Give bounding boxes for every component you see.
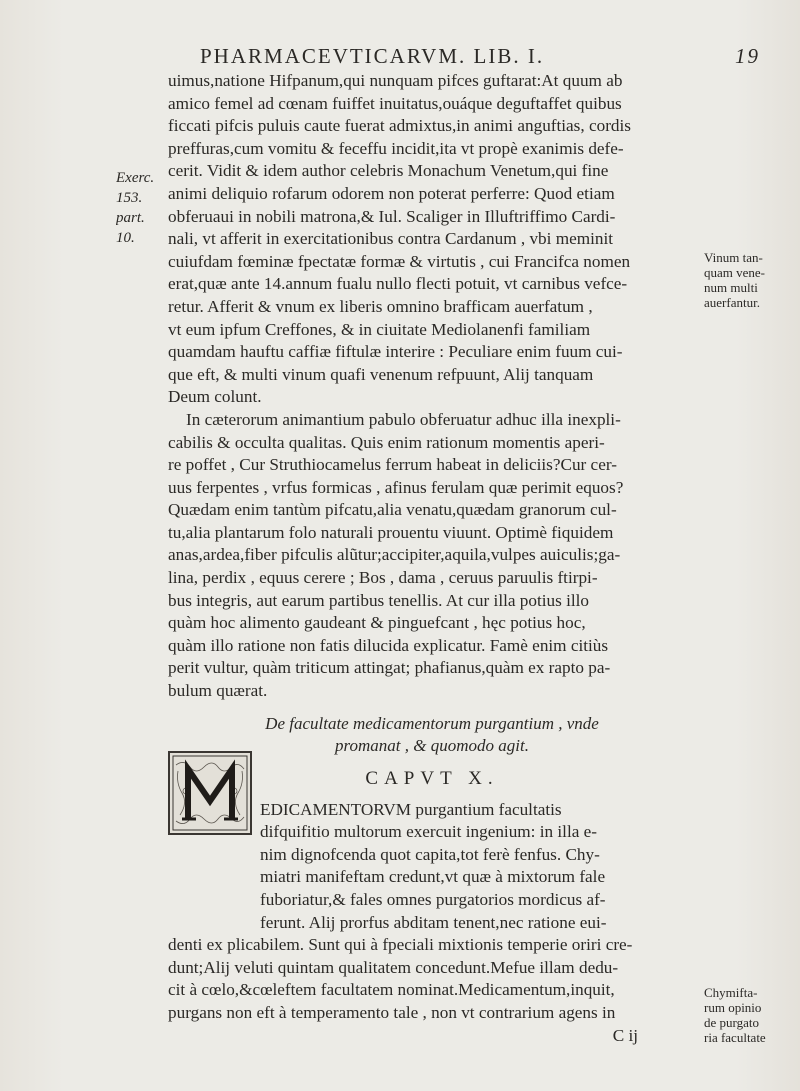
section-subtitle: promanat , & quomodo agit. bbox=[335, 735, 529, 755]
margin-note-line: Chymifta- bbox=[704, 985, 758, 1000]
text-line: quamdam hauftu caffiæ fiftulæ interire : Peculiare enim fuum cui- bbox=[168, 342, 623, 362]
margin-note-line: ria facultate bbox=[704, 1030, 766, 1045]
text-line: denti ex plicabilem. Sunt qui à fpeciali mixtionis temperie oriri cre- bbox=[168, 935, 633, 955]
margin-note-line: Exerc. bbox=[116, 170, 155, 186]
text-line: lina, perdix , equus cerere ; Bos , dama , ceruus paruulis ftirpi- bbox=[168, 568, 598, 588]
text-line: obferuaui in nobili matrona,& Iul. Scaliger in Illuftriffimo Cardi- bbox=[168, 206, 616, 226]
margin-note-line: 10. bbox=[116, 230, 135, 246]
text-line: ferunt. Alij prorfus abditam tenent,nec ratione eui- bbox=[260, 912, 607, 932]
text-line: fuboriatur,& fales omnes purgatorios mordicus af- bbox=[260, 890, 606, 909]
margin-note-right-chymist bbox=[704, 985, 796, 1045]
text-line: cabilis & occulta qualitas. Quis enim rationum momentis aperi- bbox=[168, 432, 605, 452]
text-line: cit à cœlo,&cœleftem facultatem nominat.Medicamentum,inquit, bbox=[168, 980, 615, 1000]
text-line: ficcati pifcis puluis caute fuerat admixtus,in animi anguftias, cordis bbox=[168, 116, 631, 136]
margin-note-right-wine bbox=[704, 250, 796, 310]
margin-note-left bbox=[116, 168, 156, 248]
paragraph-2 bbox=[168, 409, 696, 432]
text-line: retur. Afferit & vnum ex liberis omnino brafficam auerfatum , bbox=[168, 296, 593, 316]
text-line: tu,alia plantarum folo naturali prouentu viuunt. Optimè fiquidem bbox=[168, 522, 614, 542]
margin-note-line: 153. bbox=[116, 190, 143, 206]
spacer bbox=[168, 703, 696, 713]
text-line: EDICAMENTORVM purgantium facultatis bbox=[260, 799, 562, 819]
text-line: anas,ardea,fiber pifculis alũtur;accipiter,aquila,vulpes auiculis;ga- bbox=[168, 545, 621, 565]
paragraph-2-cont bbox=[168, 432, 696, 703]
text-line: Deum colunt. bbox=[168, 387, 262, 407]
signature-mark: C ij bbox=[612, 1025, 638, 1045]
text-line: que eft, & multi vinum quafi venenum refpuunt, Alij tanquam bbox=[168, 364, 594, 384]
text-line: nali, vt afferit in exercitationibus contra Cardanum , vbi meminit bbox=[168, 229, 614, 249]
text-line: quàm hoc alimento gaudeant & pinguefcant , hęc potius hoc, bbox=[168, 613, 586, 633]
text-line: cuiufdam fœminæ fpectatæ formæ & virtutis , cui Francifca nomen bbox=[168, 251, 631, 271]
margin-note-line: part. bbox=[116, 210, 145, 226]
text-line: bulum quærat. bbox=[168, 681, 268, 701]
text-line: In cæterorum animantium pabulo obferuatur adhuc illa inexpli- bbox=[186, 409, 621, 429]
margin-note-line: auerfantur. bbox=[704, 295, 760, 310]
text-line: cerit. Vidit & idem author celebris Monachum Venetum,qui fine bbox=[168, 161, 609, 181]
margin-note-line: num multi bbox=[704, 280, 758, 295]
text-line: vt eum ipfum Creffones, & in ciuitate Mediolanenfi familiam bbox=[168, 319, 591, 339]
margin-note-line: quam vene- bbox=[704, 265, 766, 280]
text-line: animi deliquio rofarum odorem non poterat perferre: Quod etiam bbox=[168, 183, 615, 203]
main-text bbox=[168, 70, 696, 1047]
section-subtitle: De facultate medicamentorum purgantium , vnde bbox=[265, 713, 599, 733]
text-line: amico femel ad cœnam fuiffet inuitatus,ouáque deguftaffet quibus bbox=[168, 93, 622, 113]
paragraph-1 bbox=[168, 70, 696, 409]
text-line: miatri manifeftam credunt,vt quæ à mixtorum fale bbox=[260, 867, 606, 887]
margin-note-line: de purgato bbox=[704, 1015, 759, 1030]
text-line: uimus,natione Hifpanum,qui nunquam pifces guftarat:At quum ab bbox=[168, 71, 623, 90]
margin-note-line: Vinum tan- bbox=[704, 250, 763, 265]
decorated-initial-m-icon bbox=[168, 751, 252, 835]
running-title: PHARMACEVTICARVM. LIB. I. bbox=[200, 44, 545, 68]
text-line: purgans non eft à temperamento tale , non vt contrarium agens in bbox=[168, 1002, 616, 1022]
text-line: quàm illo ratione non fatis dilucida explicatur. Famè enim citiùs bbox=[168, 635, 609, 655]
text-line: Quædam enim tantùm pifcatu,alia venatu,quædam granorum cul- bbox=[168, 500, 617, 520]
text-line: bus integris, aut earum partibus tenellis. At cur illa potius illo bbox=[168, 590, 590, 610]
text-line: difquifitio multorum exercuit ingenium: in illa e- bbox=[260, 822, 597, 842]
text-line: erat,quæ ante 14.annum fualu nullo flecti potuit, vt carnibus vefce- bbox=[168, 274, 628, 294]
text-line: nim dignofcenda quot capita,tot ferè fenfus. Chy- bbox=[260, 844, 600, 864]
chapter-heading: CAPVT X. bbox=[365, 767, 499, 789]
text-line: uus ferpentes , vrfus formicas , afinus ferulam quæ perimit equos? bbox=[168, 477, 624, 497]
margin-note-line: rum opinio bbox=[704, 1000, 762, 1015]
text-line: dunt;Alij veluti quintam qualitatem concedunt.Mefue illam dedu- bbox=[168, 957, 619, 977]
running-header bbox=[200, 44, 760, 69]
page-number: 19 bbox=[735, 44, 760, 68]
text-line: perit vultur, quàm triticum attingat; phafianus,quàm ex rapto pa- bbox=[168, 658, 611, 678]
paragraph-3 bbox=[168, 934, 696, 1024]
text-line: re poffet , Cur Struthiocamelus ferrum habeat in deliciis?Cur cer- bbox=[168, 455, 617, 475]
text-line: preffuras,cum vomitu & feceffu incidit,ita vt propè exanimis defe- bbox=[168, 138, 624, 158]
